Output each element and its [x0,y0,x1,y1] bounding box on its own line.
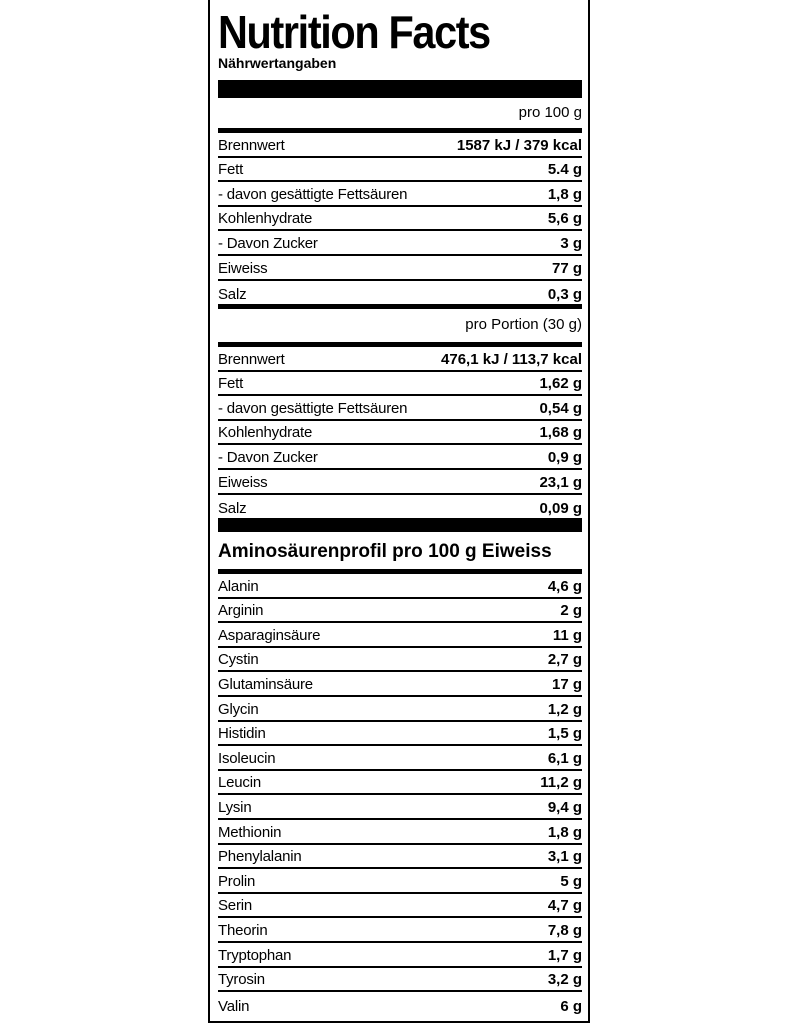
nutrient-label: Lysin [218,798,252,816]
nutrient-row [218,918,582,943]
nutrient-row [218,820,582,845]
nutrient-value: 6,1 g [547,749,582,767]
nutrient-label: Methionin [218,823,282,841]
nutrient-row [218,845,582,870]
per-100g-header: pro 100 g [518,104,582,121]
nutrient-label: - davon gesättigte Fettsäuren [218,185,408,203]
nutrient-row [218,207,582,232]
nutrient-value: 5,6 g [547,210,582,228]
nutrient-label: Kohlenhydrate [218,210,313,228]
nutrient-label: Leucin [218,774,262,792]
nutrient-value: 1587 kJ / 379 kcal [456,136,582,154]
nutrient-value: 23,1 g [539,473,582,491]
nutrient-row [218,470,582,495]
nutrient-value: 0,3 g [547,286,582,304]
nutrient-value: 11,2 g [540,774,582,792]
nutrient-row [218,771,582,796]
nutrient-value: 0,09 g [539,500,582,518]
nutrient-label: Brennwert [218,136,285,154]
nutrient-value: 5 g [560,872,582,890]
nutrient-label: Serin [218,897,253,915]
nutrient-label: Glycin [218,700,259,718]
nutrient-row [218,372,582,397]
nutrient-value: 11 g [552,626,582,644]
nutrient-value: 7,8 g [547,921,582,939]
thick-divider [218,518,582,532]
nutrient-row [218,256,582,281]
nutrient-value: 1,62 g [539,375,582,393]
nutrient-row [218,992,582,1017]
nutrient-value: 9,4 g [547,798,582,816]
per-100g-table [218,133,582,305]
nutrient-value: 0,9 g [547,448,582,466]
nutrient-label: Asparaginsäure [218,626,321,644]
nutrient-label: Fett [218,161,244,179]
nutrient-value: 17 g [551,675,582,693]
nutrient-label: - Davon Zucker [218,234,318,252]
nutrition-label [208,0,590,1023]
nutrient-row [218,421,582,446]
nutrient-value: 3,2 g [547,971,582,989]
nutrient-value: 4,7 g [547,897,582,915]
nutrient-value: 3,1 g [547,848,582,866]
nutrient-label: Fett [218,375,244,393]
nutrient-value: 2 g [560,602,582,620]
nutrient-label: Brennwert [218,350,285,368]
nutrient-label: Salz [218,286,247,304]
nutrient-row [218,133,582,158]
nutrient-label: Eiweiss [218,259,268,277]
nutrient-label: Salz [218,500,247,518]
nutrient-row [218,182,582,207]
nutrient-row [218,158,582,183]
nutrient-row [218,231,582,256]
nutrient-row [218,648,582,673]
nutrient-row [218,347,582,372]
nutrient-label: Histidin [218,725,266,743]
nutrient-row [218,445,582,470]
nutrient-label: Arginin [218,602,264,620]
nutrient-label: - Davon Zucker [218,448,318,466]
nutrient-value: 5.4 g [547,161,582,179]
thick-divider [218,80,582,98]
nutrient-row [218,599,582,624]
nutrient-row [218,795,582,820]
nutrient-label: - davon gesättigte Fettsäuren [218,399,408,417]
per-portion-header: pro Portion (30 g) [465,316,582,333]
nutrient-row [218,943,582,968]
label-title: Nutrition Facts [218,6,490,58]
nutrient-row [218,281,582,306]
nutrient-row [218,697,582,722]
nutrient-row [218,396,582,421]
nutrient-value: 1,8 g [547,823,582,841]
nutrient-row [218,672,582,697]
nutrient-label: Phenylalanin [218,848,302,866]
nutrient-row [218,869,582,894]
nutrient-label: Cystin [218,651,259,669]
nutrient-value: 0,54 g [539,399,582,417]
nutrient-row [218,894,582,919]
label-subtitle: Nährwertangaben [218,55,337,71]
nutrient-label: Tyrosin [218,971,265,989]
nutrient-value: 1,5 g [547,725,582,743]
nutrient-value: 6 g [560,997,582,1015]
nutrient-value: 1,8 g [547,185,582,203]
nutrient-label: Eiweiss [218,473,268,491]
per-portion-table [218,347,582,519]
amino-heading: Aminosäurenprofil pro 100 g Eiweiss [218,541,552,562]
nutrient-label: Theorin [218,921,268,939]
nutrient-value: 1,7 g [547,946,582,964]
section-divider [218,304,582,309]
nutrient-value: 77 g [551,259,582,277]
nutrient-row [218,574,582,599]
nutrient-value: 476,1 kJ / 113,7 kcal [441,350,582,368]
nutrient-value: 1,68 g [539,424,582,442]
nutrient-value: 1,2 g [547,700,582,718]
nutrient-label: Tryptophan [218,946,292,964]
nutrient-row [218,968,582,993]
nutrient-row [218,495,582,520]
nutrient-label: Kohlenhydrate [218,424,313,442]
nutrient-value: 2,7 g [547,651,582,669]
nutrient-row [218,623,582,648]
nutrient-label: Alanin [218,577,259,595]
nutrient-row [218,746,582,771]
nutrient-label: Prolin [218,872,256,890]
nutrient-label: Valin [218,997,250,1015]
nutrient-value: 3 g [560,234,582,252]
nutrient-row [218,722,582,747]
amino-table [218,574,582,1017]
nutrient-value: 4,6 g [547,577,582,595]
nutrient-label: Isoleucin [218,749,276,767]
nutrient-label: Glutaminsäure [218,675,313,693]
